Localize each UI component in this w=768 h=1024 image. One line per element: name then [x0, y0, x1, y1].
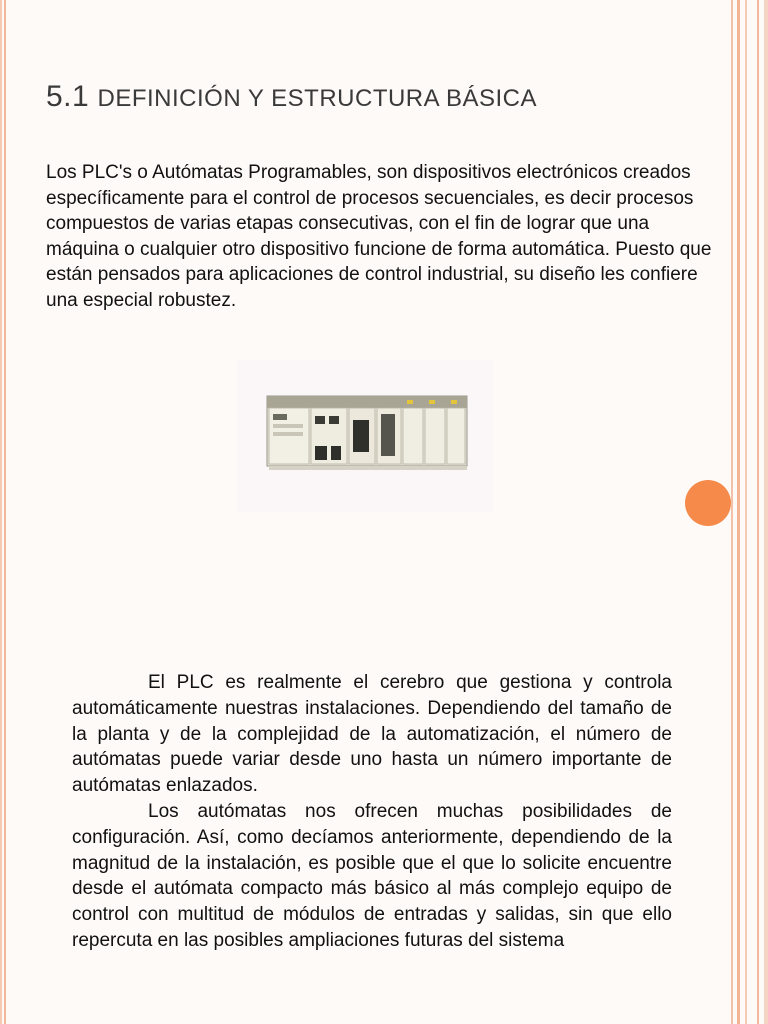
title-text: DEFINICIÓN Y ESTRUCTURA BÁSICA: [97, 85, 538, 112]
title-number: 5.1: [46, 80, 90, 113]
body-paragraph-2: Los autómatas nos ofrecen muchas posibilidades de configuración. Así, como decíamos anteriormente, dependiendo de la magnitud de la instalación, es posible que el que lo solicite encuentre desde el autómata compacto más básico al más complejo equipo de control con multitud de módulos de entradas y salidas, sin que ello repercuta en las posibles ampliaciones futuras del sistema: [72, 800, 672, 951]
left-border-decoration: [0, 0, 10, 1024]
body-paragraph-1: El PLC es realmente el cerebro que gestiona y controla automáticamente nuestras instalaciones. Dependiendo del tamaño de la planta y de la complejidad de la automatización, el número de autómatas puede variar desde uno hasta un número importante de autómatas enlazados.: [72, 672, 672, 797]
right-border-decoration: [731, 0, 768, 1024]
slide-title: [46, 80, 537, 114]
body-text-block: [72, 670, 672, 954]
orange-circle-decoration: [685, 480, 731, 526]
intro-paragraph: Los PLC's o Autómatas Programables, son dispositivos electrónicos creados específicamente para el control de procesos secuenciales, es decir procesos compuestos de varias etapas consecutivas, con el fin de lograr que una máquina o cualquier otro dispositivo funcione de forma automática. Puesto que están pensados para aplicaciones de control industrial, su diseño les confiere una especial robustez.: [46, 162, 712, 311]
plc-device-icon: [237, 360, 493, 512]
plc-device-image: [237, 360, 493, 512]
